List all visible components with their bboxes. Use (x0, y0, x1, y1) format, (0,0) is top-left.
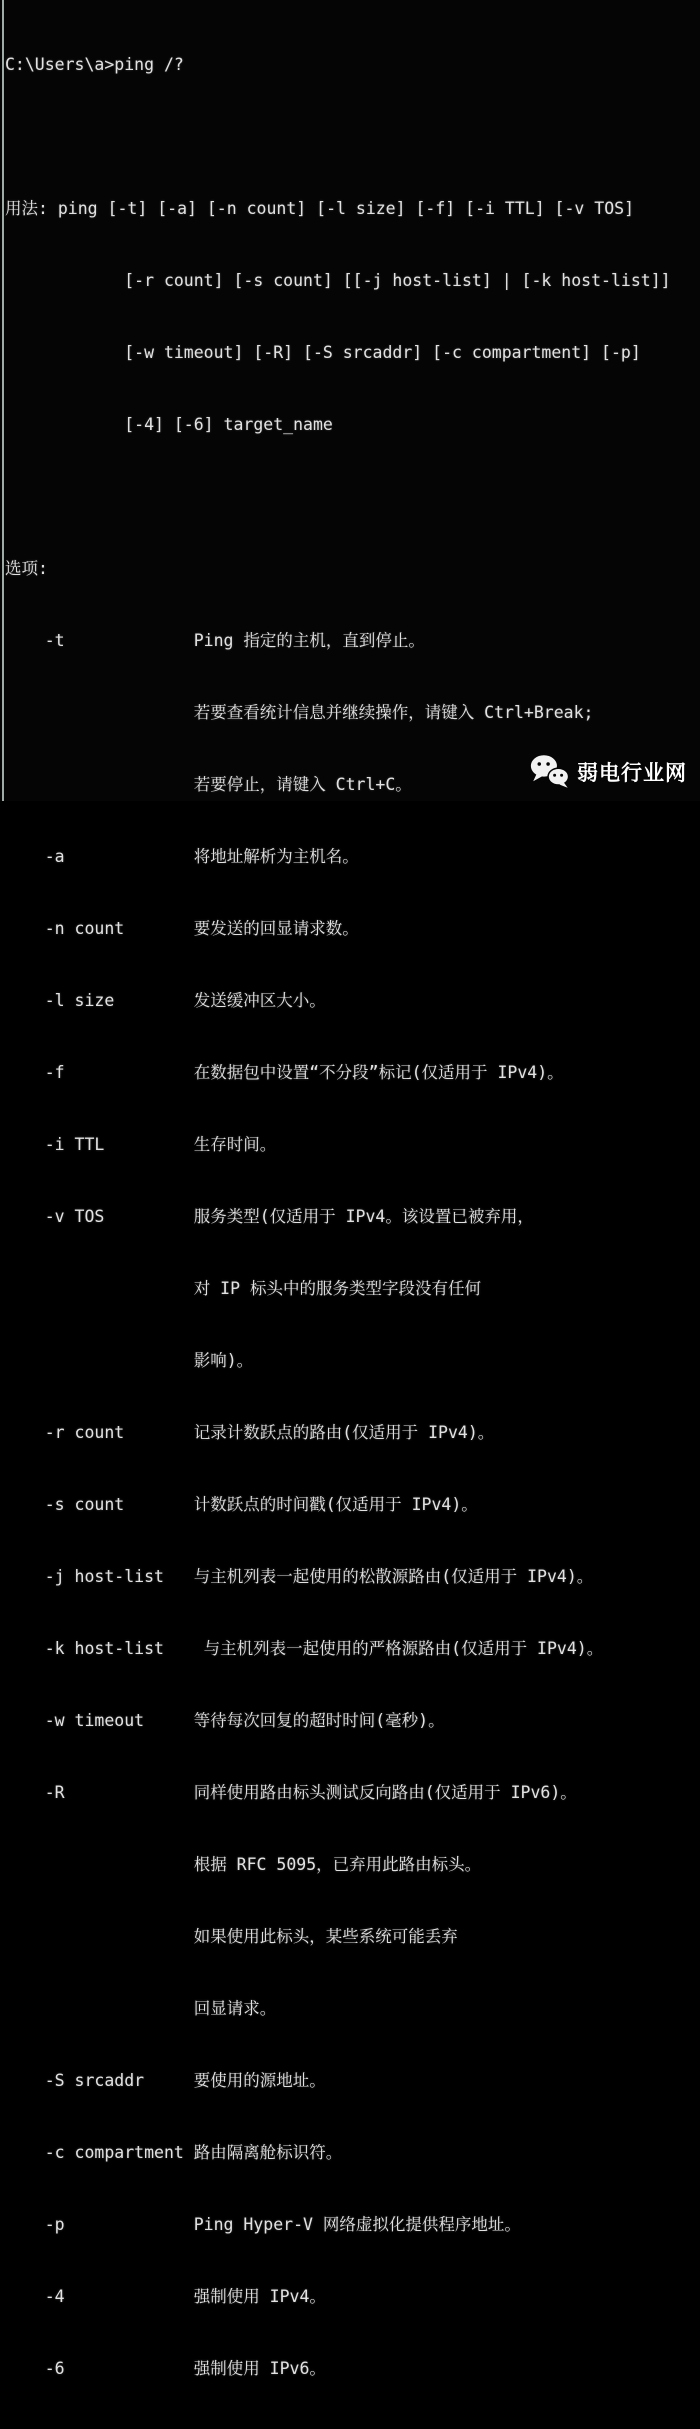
terminal-line: 选项: (5, 559, 48, 578)
window-left-edge (2, 0, 4, 801)
wechat-icon (529, 754, 570, 789)
terminal-line: -a 将地址解析为主机名。 (5, 847, 359, 866)
terminal-line: 若要停止，请键入 Ctrl+C。 (5, 775, 412, 794)
prompt-line: C:\Users\a>ping /? (5, 55, 184, 74)
terminal-line: -n count 要发送的回显请求数。 (5, 919, 359, 938)
terminal-line: -s count 计数跃点的时间戳(仅适用于 IPv4)。 (5, 1495, 478, 1514)
terminal-line (5, 485, 697, 509)
terminal-line: 对 IP 标头中的服务类型字段没有任何 (5, 1279, 481, 1298)
terminal-line: [-4] [-6] target_name (5, 415, 333, 434)
terminal-line: -R 同样使用路由标头测试反向路由(仅适用于 IPv6)。 (5, 1783, 577, 1802)
terminal-line: -f 在数据包中设置“不分段”标记(仅适用于 IPv4)。 (5, 1063, 564, 1082)
terminal-line: -6 强制使用 IPv6。 (5, 2359, 326, 2378)
terminal-line: -t Ping 指定的主机，直到停止。 (5, 631, 425, 650)
terminal-line: -i TTL 生存时间。 (5, 1135, 277, 1154)
terminal-line: 如果使用此标头，某些系统可能丢弃 (5, 1927, 458, 1946)
terminal-line: -S srcaddr 要使用的源地址。 (5, 2071, 326, 2090)
watermark-brand-label: 弱电行业网 (577, 760, 687, 785)
terminal-line: 影响)。 (5, 1351, 254, 1370)
terminal-line: -k host-list 与主机列表一起使用的严格源路由(仅适用于 IPv4)。 (5, 1639, 604, 1658)
terminal-line: -w timeout 等待每次回复的超时时间(毫秒)。 (5, 1711, 445, 1730)
terminal-screen (5, 5, 697, 2429)
terminal-line: [-r count] [-s count] [[-j host-list] | [-k host-list]] (5, 271, 671, 290)
terminal-line: -v TOS 服务类型(仅适用于 IPv4。该设置已被弃用， (5, 1207, 534, 1226)
terminal-line: -c compartment 路由隔离舱标识符。 (5, 2143, 343, 2162)
terminal-line: -l size 发送缓冲区大小。 (5, 991, 326, 1010)
terminal-line: -r count 记录计数跃点的路由(仅适用于 IPv4)。 (5, 1423, 495, 1442)
terminal-line: 回显请求。 (5, 1999, 277, 2018)
terminal-line: -p Ping Hyper-V 网络虚拟化提供程序地址。 (5, 2215, 521, 2234)
watermark (529, 754, 687, 789)
terminal-line: 用法: ping [-t] [-a] [-n count] [-l size] [-f] [-i TTL] [-v TOS] (5, 199, 635, 218)
terminal-line: [-w timeout] [-R] [-S srcaddr] [-c compartment] [-p] (5, 343, 641, 362)
terminal-line: -j host-list 与主机列表一起使用的松散源路由(仅适用于 IPv4)。 (5, 1567, 594, 1586)
terminal-line: 根据 RFC 5095，已弃用此路由标头。 (5, 1855, 482, 1874)
terminal-line (5, 125, 697, 149)
terminal-line: -4 强制使用 IPv4。 (5, 2287, 326, 2306)
terminal-line: 若要查看统计信息并继续操作，请键入 Ctrl+Break; (5, 703, 594, 722)
